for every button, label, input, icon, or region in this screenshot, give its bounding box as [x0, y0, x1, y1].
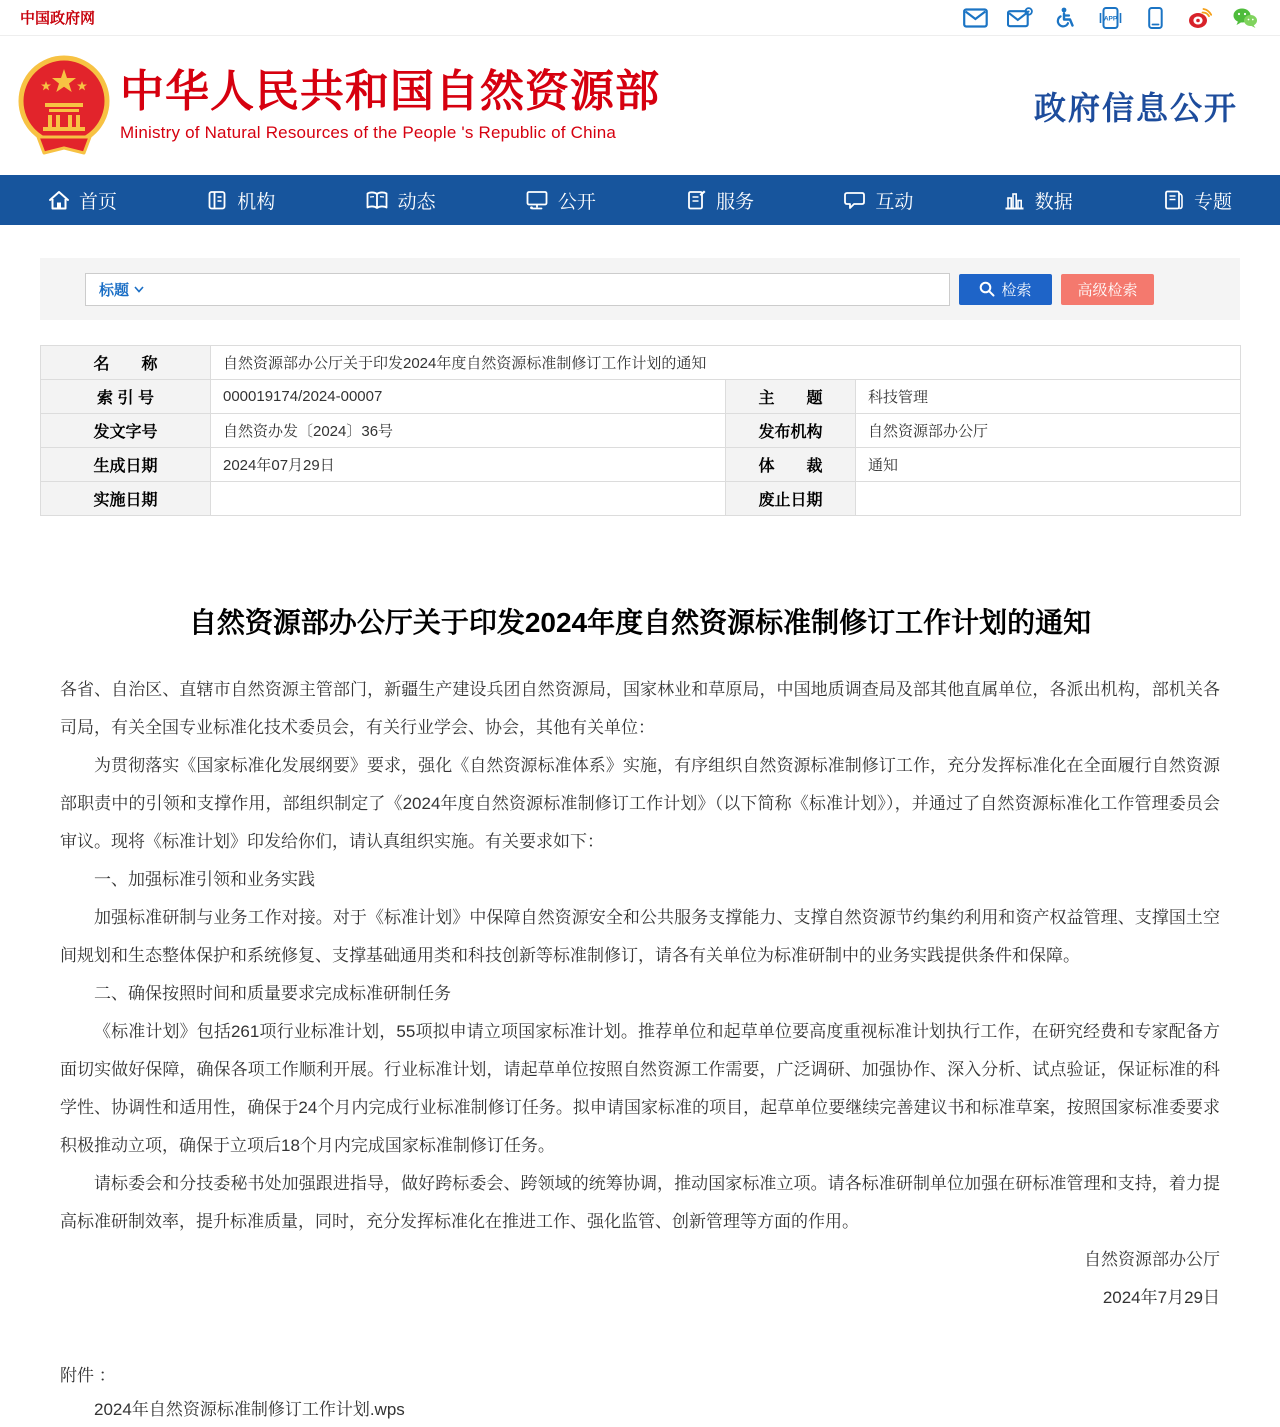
- nav-item-interaction[interactable]: [843, 187, 913, 214]
- attachment-label: 附件 ：: [60, 1359, 1220, 1393]
- meta-label-create-date: 生成日期: [41, 448, 211, 482]
- site-header: [0, 36, 1280, 175]
- signature-org: 自然资源部办公厅: [60, 1241, 1220, 1279]
- table-row: [41, 380, 1241, 414]
- meta-label-subject: 主 题: [726, 380, 856, 414]
- nav-label: 互动: [875, 187, 913, 214]
- meta-label-effective-date: 实施日期: [41, 482, 211, 516]
- meta-value-create-date: 2024年07月29日: [211, 448, 726, 482]
- meta-label-index-no: 索 引 号: [41, 380, 211, 414]
- meta-label-name: 名 称: [41, 346, 211, 380]
- article-paragraph: 加强标准研制与业务工作对接。对于《标准计划》中保障自然资源安全和公共服务支撑能力、支撑自然资源节约集约利用和资产权益管理、支撑国土空间规划和生态整体保护和系统修复、支撑基础通用类和科技创新等标准制修订，请各有关单位为标准研制中的业务实践提供条件和保障。: [60, 899, 1220, 975]
- table-row: [41, 482, 1241, 516]
- nav-label: 公开: [558, 187, 596, 214]
- search-field-selector[interactable]: [99, 279, 144, 300]
- mail-subscribe-icon[interactable]: [1007, 7, 1033, 29]
- meta-value-doc-no: 自然资办发〔2024〕36号: [211, 414, 726, 448]
- search-button[interactable]: [959, 274, 1052, 305]
- advanced-search-button[interactable]: 高级检索: [1061, 274, 1154, 305]
- nav-item-disclosure[interactable]: [525, 187, 596, 214]
- table-row: [41, 448, 1241, 482]
- main-nav: [0, 175, 1280, 225]
- document-meta-table: [40, 345, 1240, 516]
- news-book-icon: [365, 189, 389, 211]
- meta-value-repeal-date: [856, 482, 1241, 516]
- site-title: 中华人民共和国自然资源部: [120, 68, 660, 116]
- monitor-icon: [525, 189, 549, 211]
- article-title: 自然资源部办公厅关于印发2024年度自然资源标准制修订工作计划的通知: [180, 601, 1100, 645]
- article-section-heading: 二、确保按照时间和质量要求完成标准研制任务: [60, 975, 1220, 1013]
- signature-block: [60, 1241, 1220, 1317]
- mobile-icon[interactable]: [1142, 7, 1168, 29]
- mail-icon[interactable]: [962, 7, 988, 29]
- table-row: [41, 346, 1241, 380]
- article-paragraph: 各省、自治区、直辖市自然资源主管部门，新疆生产建设兵团自然资源局，国家林业和草原局，中国地质调查局及部其他直属单位，各派出机构，部机关各司局，有关全国专业标准化技术委员会，有关行业学会、协会，其他有关单位：: [60, 671, 1220, 747]
- top-bar-icons: [962, 7, 1258, 29]
- nav-item-news[interactable]: [365, 187, 436, 214]
- nav-item-data[interactable]: [1003, 187, 1073, 214]
- nav-item-home[interactable]: [48, 187, 117, 214]
- nav-label: 数据: [1035, 187, 1073, 214]
- journal-icon: [1162, 189, 1185, 211]
- organization-icon: [206, 189, 228, 211]
- meta-label-issuer: 发布机构: [726, 414, 856, 448]
- nav-item-service[interactable]: [685, 187, 754, 214]
- article-section-heading: 一、加强标准引领和业务实践: [60, 861, 1220, 899]
- search-panel: [40, 258, 1240, 320]
- meta-value-name: 自然资源部办公厅关于印发2024年度自然资源标准制修订工作计划的通知: [211, 346, 1241, 380]
- meta-value-index-no: 000019174/2024-00007: [211, 380, 726, 414]
- top-bar: [0, 0, 1280, 36]
- nav-label: 专题: [1194, 187, 1232, 214]
- meta-value-issuer: 自然资源部办公厅: [856, 414, 1241, 448]
- nav-item-topics[interactable]: [1162, 187, 1232, 214]
- search-box: [85, 273, 950, 306]
- nav-label: 机构: [237, 187, 275, 214]
- meta-label-genre: 体 裁: [726, 448, 856, 482]
- attachment-section: [60, 1359, 1220, 1427]
- gov-web-link[interactable]: 中国政府网: [20, 7, 95, 28]
- attachment-file-link[interactable]: 2024年自然资源标准制修订工作计划.wps: [60, 1393, 1220, 1427]
- weibo-icon[interactable]: [1187, 7, 1213, 29]
- table-row: [41, 414, 1241, 448]
- article-paragraph: 请标委会和分技委秘书处加强跟进指导，做好跨标委会、跨领域的统筹协调，推动国家标准立项。请各标准研制单位加强在研标准管理和支持，着力提高标准研制效率，提升标准质量，同时，充分发挥标准化在推进工作、强化监管、创新管理等方面的作用。: [60, 1165, 1220, 1241]
- site-subtitle-en: Ministry of Natural Resources of the People 's Republic of China: [120, 123, 660, 143]
- page-section-title: 政府信息公开: [1034, 83, 1238, 129]
- chevron-down-icon: [134, 286, 144, 293]
- brand[interactable]: [18, 55, 660, 157]
- search-input[interactable]: [144, 274, 949, 305]
- nav-label: 动态: [398, 187, 436, 214]
- search-icon: [979, 281, 995, 297]
- search-field-label: 标题: [99, 279, 129, 300]
- nav-label: 服务: [716, 187, 754, 214]
- nav-label: 首页: [79, 187, 117, 214]
- meta-label-doc-no: 发文字号: [41, 414, 211, 448]
- article-body: [60, 671, 1220, 1241]
- home-icon: [48, 189, 70, 211]
- meta-value-effective-date: [211, 482, 726, 516]
- national-emblem-icon: [18, 55, 110, 157]
- signature-date: 2024年7月29日: [60, 1279, 1220, 1317]
- service-doc-icon: [685, 189, 707, 211]
- chat-bubble-icon: [843, 189, 866, 211]
- svg-text:APP: APP: [1103, 15, 1117, 22]
- meta-value-genre: 通知: [856, 448, 1241, 482]
- wechat-icon[interactable]: [1232, 7, 1258, 29]
- meta-value-subject: 科技管理: [856, 380, 1241, 414]
- nav-item-organization[interactable]: [206, 187, 275, 214]
- article: [0, 601, 1280, 1427]
- app-icon[interactable]: [1097, 7, 1123, 29]
- accessibility-icon[interactable]: [1052, 7, 1078, 29]
- article-paragraph: 《标准计划》包括261项行业标准计划，55项拟申请立项国家标准计划。推荐单位和起草单位要高度重视标准计划执行工作，在研究经费和专家配备方面切实做好保障，确保各项工作顺利开展。行业标准计划，请起草单位按照自然资源工作需要，广泛调研、加强协作、深入分析、试点验证，保证标准的科学性、协调性和适用性，确保于24个月内完成行业标准制修订任务。拟申请国家标准的项目，起草单位要继续完善建议书和标准草案，按照国家标准委要求积极推动立项，确保于立项后18个月内完成国家标准制修订任务。: [60, 1013, 1220, 1165]
- meta-label-repeal-date: 废止日期: [726, 482, 856, 516]
- article-paragraph: 为贯彻落实《国家标准化发展纲要》要求，强化《自然资源标准体系》实施，有序组织自然资源标准制修订工作，充分发挥标准化在全面履行自然资源部职责中的引领和支撑作用，部组织制定了《2024年度自然资源标准制修订工作计划》（以下简称《标准计划》），并通过了自然资源标准化工作管理委员会审议。现将《标准计划》印发给你们，请认真组织实施。有关要求如下：: [60, 747, 1220, 861]
- search-button-label: 检索: [1001, 279, 1031, 300]
- bar-chart-icon: [1003, 189, 1026, 211]
